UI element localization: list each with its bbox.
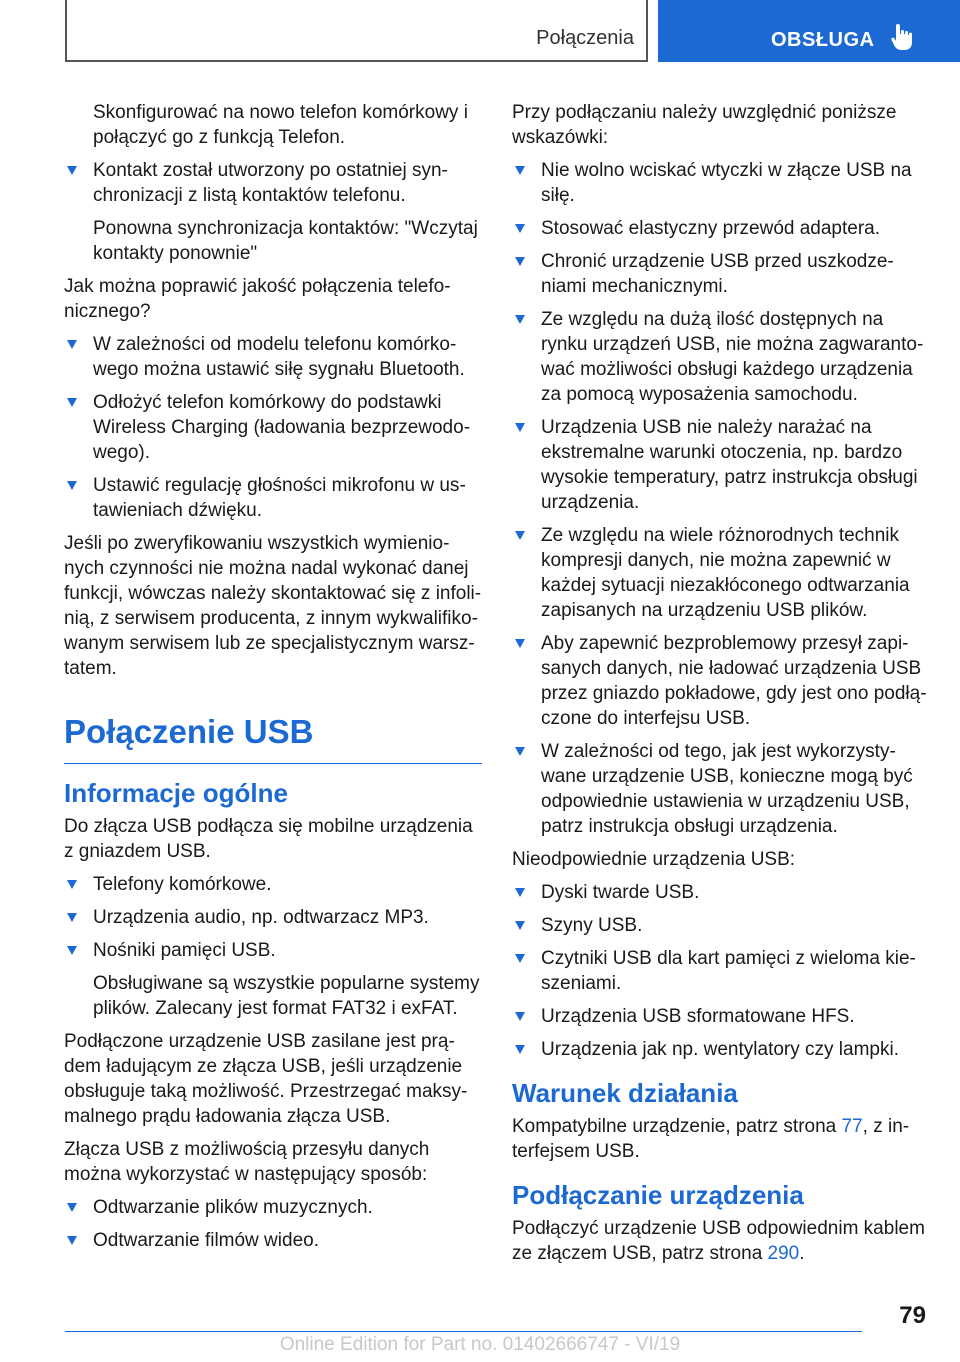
list-item bbox=[64, 390, 482, 465]
chapter-tab-label: OBSŁUGA bbox=[771, 28, 875, 51]
list-item bbox=[512, 1037, 928, 1062]
list-item bbox=[64, 1228, 482, 1253]
bullet-triangle-icon bbox=[515, 747, 525, 756]
right-column bbox=[512, 100, 928, 1274]
list-item-text: W zależności od tego, jak jest wykorzystywane urządzenie USB, konieczne mogą być odpowiednie ustawienia w urządzeniu USB, patrz instrukcja obsługi urządzenia. bbox=[541, 741, 913, 837]
section-heading: Połączenie USB bbox=[64, 713, 482, 764]
paragraph: Jeśli po zweryfikowaniu wszystkich wymienionych czynności nie można nadal wykonać danej funkcji, wówczas należy skontaktować się z infolinią, z serwisem producenta, z innym wykwalifikowanym serwisem lub ze specjalistycznym warsztatem. bbox=[64, 533, 482, 679]
list-item bbox=[512, 880, 928, 905]
list-item-text: Telefony komórkowe. bbox=[93, 874, 272, 895]
subsection-heading: Podłączanie urządzenia bbox=[512, 1180, 804, 1210]
footer-divider bbox=[65, 1331, 862, 1332]
bullet-triangle-icon bbox=[67, 398, 77, 407]
list-item-text: Chronić urządzenie USB przed uszkodzeniami mechanicznymi. bbox=[541, 251, 894, 297]
list-item bbox=[512, 158, 928, 208]
subsection-heading: Warunek działania bbox=[512, 1078, 738, 1108]
list-item bbox=[64, 872, 482, 897]
bullet-triangle-icon bbox=[515, 423, 525, 432]
edition-footer: Online Edition for Part no. 01402666747 - VI/19 bbox=[279, 1334, 681, 1355]
list-item-text: Stosować elastyczny przewód adaptera. bbox=[541, 218, 881, 239]
bullet-list bbox=[512, 158, 928, 839]
paragraph: Złącza USB z możliwością przesyłu danych można wykorzystać w następujący sposób: bbox=[64, 1139, 430, 1185]
list-item-text: Odtwarzanie plików muzycznych. bbox=[93, 1197, 373, 1218]
list-item-text: Aby zapewnić bezproblemowy przesył zapisanych danych, nie ładować urządzenia USB przez gniazdo pokładowe, gdy jest ono podłączone do interfejsu USB. bbox=[541, 633, 927, 729]
bullet-triangle-icon bbox=[515, 639, 525, 648]
list-item bbox=[64, 905, 482, 930]
bullet-triangle-icon bbox=[515, 921, 525, 930]
bullet-triangle-icon bbox=[515, 315, 525, 324]
list-item-text: Czytniki USB dla kart pamięci z wieloma kieszeniami. bbox=[541, 948, 916, 994]
bullet-list bbox=[64, 872, 482, 963]
list-item-text: Kontakt został utworzony po ostatniej synchronizacji z listą kontaktów telefonu. bbox=[93, 160, 448, 206]
bullet-list bbox=[64, 1195, 482, 1253]
paragraph: Do złącza USB podłącza się mobilne urządzenia z gniazdem USB. bbox=[64, 816, 473, 862]
hand-pointer-icon bbox=[891, 24, 913, 55]
subsection-heading: Informacje ogólne bbox=[64, 778, 288, 808]
bullet-triangle-icon bbox=[67, 166, 77, 175]
page-link-290[interactable]: 290 bbox=[767, 1243, 800, 1264]
chapter-tab[interactable] bbox=[658, 0, 960, 62]
page-number: 79 bbox=[899, 1302, 926, 1329]
bullet-list bbox=[64, 158, 482, 208]
section-title: Połączenia bbox=[536, 27, 634, 49]
list-item bbox=[512, 1004, 928, 1029]
bullet-triangle-icon bbox=[515, 1012, 525, 1021]
list-item bbox=[64, 158, 482, 208]
list-item bbox=[64, 332, 482, 382]
paragraph bbox=[512, 1114, 928, 1164]
list-item bbox=[512, 631, 928, 731]
bullet-triangle-icon bbox=[515, 224, 525, 233]
paragraph: Ponowna synchronizacja kontaktów: "Wczytaj kontakty ponownie" bbox=[93, 218, 478, 264]
list-item bbox=[64, 473, 482, 523]
list-item bbox=[512, 415, 928, 515]
bullet-triangle-icon bbox=[515, 166, 525, 175]
list-item-text: Urządzenia USB sformatowane HFS. bbox=[541, 1006, 855, 1027]
list-item-text: Nie wolno wciskać wtyczki w złącze USB na siłę. bbox=[541, 160, 912, 206]
list-item bbox=[512, 946, 928, 996]
paragraph-text: . bbox=[799, 1243, 805, 1264]
list-item-text: W zależności od modelu telefonu komórkowego można ustawić siłę sygnału Bluetooth. bbox=[93, 334, 465, 380]
list-item-text: Ustawić regulację głośności mikrofonu w ustawieniach dźwięku. bbox=[93, 475, 466, 521]
paragraph bbox=[512, 1216, 928, 1266]
list-item-text: Ze względu na dużą ilość dostępnych na rynku urządzeń USB, nie można zagwarantować możliwości obsługi każdego urządzenia za pomocą wyposażenia samochodu. bbox=[541, 309, 924, 405]
bullet-triangle-icon bbox=[67, 946, 77, 955]
list-item-text: Dyski twarde USB. bbox=[541, 882, 700, 903]
page-link-77[interactable]: 77 bbox=[841, 1116, 863, 1137]
list-item-text: Urządzenia USB nie należy narażać na ekstremalne warunki otoczenia, np. bardzo wysokie temperatury, patrz instrukcja obsługi urządzenia. bbox=[541, 417, 918, 513]
question-paragraph: Jak można poprawić jakość połączenia telefonicznego? bbox=[64, 276, 451, 322]
list-item bbox=[64, 938, 482, 963]
bullet-triangle-icon bbox=[515, 531, 525, 540]
list-item-text: Urządzenia audio, np. odtwarzacz MP3. bbox=[93, 907, 429, 928]
paragraph: Obsługiwane są wszystkie popularne systemy plików. Zalecany jest format FAT32 i exFAT. bbox=[93, 973, 480, 1019]
list-item-text: Urządzenia jak np. wentylatory czy lampki. bbox=[541, 1039, 899, 1060]
bullet-triangle-icon bbox=[515, 1045, 525, 1054]
list-item bbox=[64, 1195, 482, 1220]
paragraph-text: Kompatybilne urządzenie, patrz strona bbox=[512, 1116, 842, 1137]
list-item-text: Odłożyć telefon komórkowy do podstawki Wireless Charging (ładowania bezprzewodowego). bbox=[93, 392, 471, 463]
bullet-triangle-icon bbox=[515, 888, 525, 897]
bullet-triangle-icon bbox=[67, 340, 77, 349]
paragraph: Podłączone urządzenie USB zasilane jest prądem ładującym ze złącza USB, jeśli urządzenie obsługuje taką możliwość. Przestrzegać maksymalnego prądu ładowania złącza USB. bbox=[64, 1031, 468, 1127]
bullet-triangle-icon bbox=[67, 913, 77, 922]
bullet-triangle-icon bbox=[515, 954, 525, 963]
paragraph-text: Podłączyć urządzenie USB odpowiednim kablem ze złączem USB, patrz strona bbox=[512, 1218, 925, 1264]
list-item bbox=[512, 249, 928, 299]
list-item bbox=[512, 307, 928, 407]
bullet-list bbox=[512, 880, 928, 1062]
list-item bbox=[512, 523, 928, 623]
bullet-triangle-icon bbox=[515, 257, 525, 266]
bullet-triangle-icon bbox=[67, 1236, 77, 1245]
bullet-triangle-icon bbox=[67, 481, 77, 490]
left-column bbox=[64, 100, 482, 1261]
paragraph: Przy podłączaniu należy uwzględnić poniższe wskazówki: bbox=[512, 102, 897, 148]
list-item-text: Szyny USB. bbox=[541, 915, 643, 936]
list-item-text: Ze względu na wiele różnorodnych technik kompresji danych, nie można zapewnić w każdej sytuacji niezakłóconego odtwarzania zapisanych na urządzeniu USB plików. bbox=[541, 525, 910, 621]
list-item bbox=[512, 739, 928, 839]
list-item bbox=[512, 216, 928, 241]
list-item bbox=[512, 913, 928, 938]
paragraph: Nieodpowiednie urządzenia USB: bbox=[512, 849, 796, 870]
bullet-list bbox=[64, 332, 482, 523]
bullet-triangle-icon bbox=[67, 880, 77, 889]
bullet-triangle-icon bbox=[67, 1203, 77, 1212]
paragraph: Skonfigurować na nowo telefon komórkowy i połączyć go z funkcją Telefon. bbox=[93, 102, 468, 148]
list-item-text: Nośniki pamięci USB. bbox=[93, 940, 276, 961]
list-item-text: Odtwarzanie filmów wideo. bbox=[93, 1230, 319, 1251]
paragraph-text: , z interfejsem USB. bbox=[512, 1116, 910, 1162]
